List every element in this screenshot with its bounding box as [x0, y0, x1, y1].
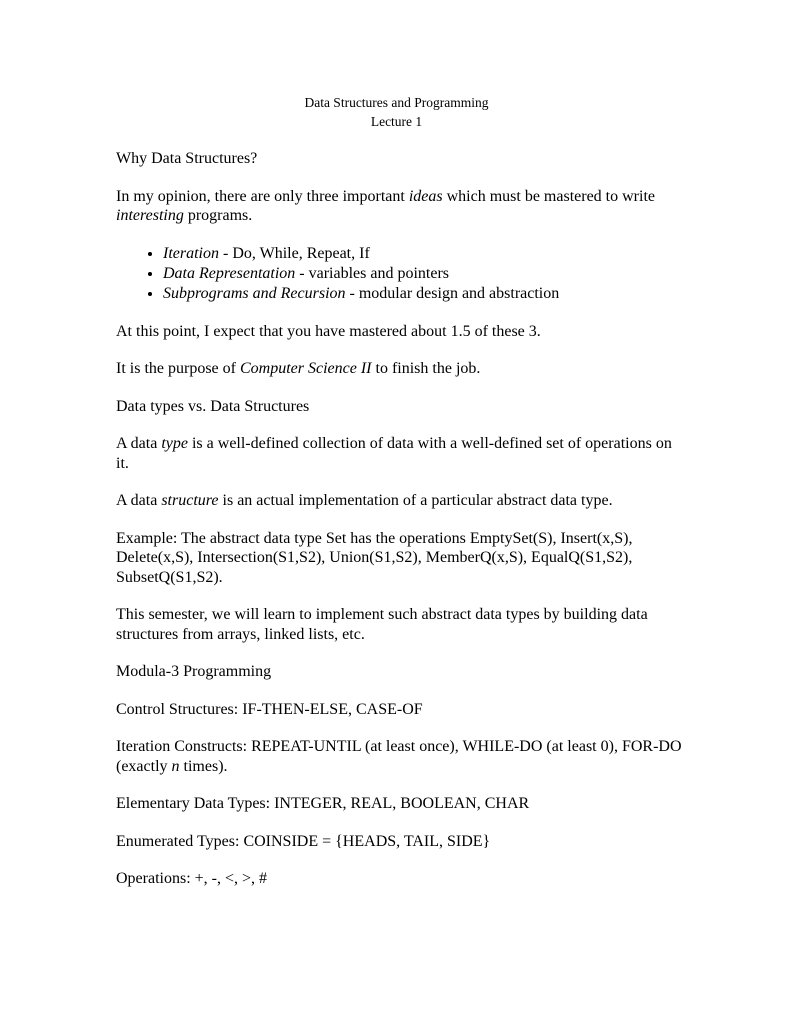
list-item: [163, 244, 686, 264]
paragraph-iteration: [116, 737, 686, 776]
paragraph-expect: At this point, I expect that you have mastered about 1.5 of these 3.: [116, 322, 541, 340]
emphasis-ideas: ideas: [408, 187, 443, 205]
list-item-desc: - modular design and abstraction: [345, 284, 560, 302]
list-item: [163, 284, 686, 304]
paragraph-data-structure: [116, 491, 686, 511]
paragraph-elementary: Elementary Data Types: INTEGER, REAL, BOOLEAN, CHAR: [116, 795, 530, 812]
document-subtitle: Lecture 1: [370, 114, 423, 129]
text-run: A data: [116, 492, 162, 509]
emphasis-interesting: interesting: [116, 207, 184, 224]
text-run: to finish the job.: [371, 360, 481, 377]
list-item: [163, 264, 686, 284]
document-title: Data Structures and Programming: [304, 95, 489, 110]
list-item-desc: - Do, While, Repeat, If: [219, 244, 370, 262]
list-item-desc: - variables and pointers: [295, 264, 450, 282]
document-body: [116, 149, 686, 907]
paragraph-example: Example: The abstract data type Set has the operations EmptySet(S), Insert(x,S), Delete(x,S), Intersection(S1,S2), Union(S1,S2), MemberQ(x,S), EqualQ(S1,S2), SubsetQ(S1,S2).: [116, 529, 633, 586]
text-run: programs.: [183, 207, 253, 224]
section-heading-types: Data types vs. Data Structures: [116, 397, 310, 415]
text-run: is a well-defined collection of data with a well-defined set of operations on it.: [116, 435, 672, 472]
list-item-term: Data Representation: [163, 264, 296, 282]
paragraph-purpose: [116, 359, 686, 379]
emphasis-course: Computer Science II: [239, 360, 372, 377]
text-run: In my opinion, there are only three important: [116, 187, 409, 205]
emphasis-structure: structure: [161, 492, 219, 509]
emphasis-n: n: [171, 757, 180, 775]
document-header: [0, 93, 791, 131]
text-run: which must be mastered to write: [442, 187, 655, 205]
ideas-list: [116, 244, 686, 304]
paragraph-enumerated: Enumerated Types: COINSIDE = {HEADS, TAIL, SIDE}: [116, 832, 491, 850]
section-heading-modula: Modula-3 Programming: [116, 663, 272, 680]
paragraph-data-type: [116, 434, 686, 473]
text-run: times).: [179, 757, 228, 775]
text-run: It is the purpose of: [116, 360, 240, 377]
list-item-term: Subprograms and Recursion: [163, 284, 346, 302]
paragraph-ideas: [116, 187, 686, 226]
paragraph-semester: This semester, we will learn to implement such abstract data types by building data structures from arrays, linked lists, etc.: [116, 606, 648, 643]
text-run: A data: [116, 435, 162, 452]
text-run: is an actual implementation of a particular abstract data type.: [218, 492, 613, 509]
paragraph-operations: Operations: +, -, <, >, #: [116, 870, 268, 887]
emphasis-type: type: [161, 435, 188, 452]
paragraph-control: Control Structures: IF-THEN-ELSE, CASE-OF: [116, 700, 423, 718]
text-run: Iteration Constructs: REPEAT-UNTIL (at least once), WHILE-DO (at least 0), FOR-DO (exactly: [116, 738, 682, 775]
section-heading-why: Why Data Structures?: [116, 150, 258, 167]
list-item-term: Iteration: [163, 244, 219, 262]
